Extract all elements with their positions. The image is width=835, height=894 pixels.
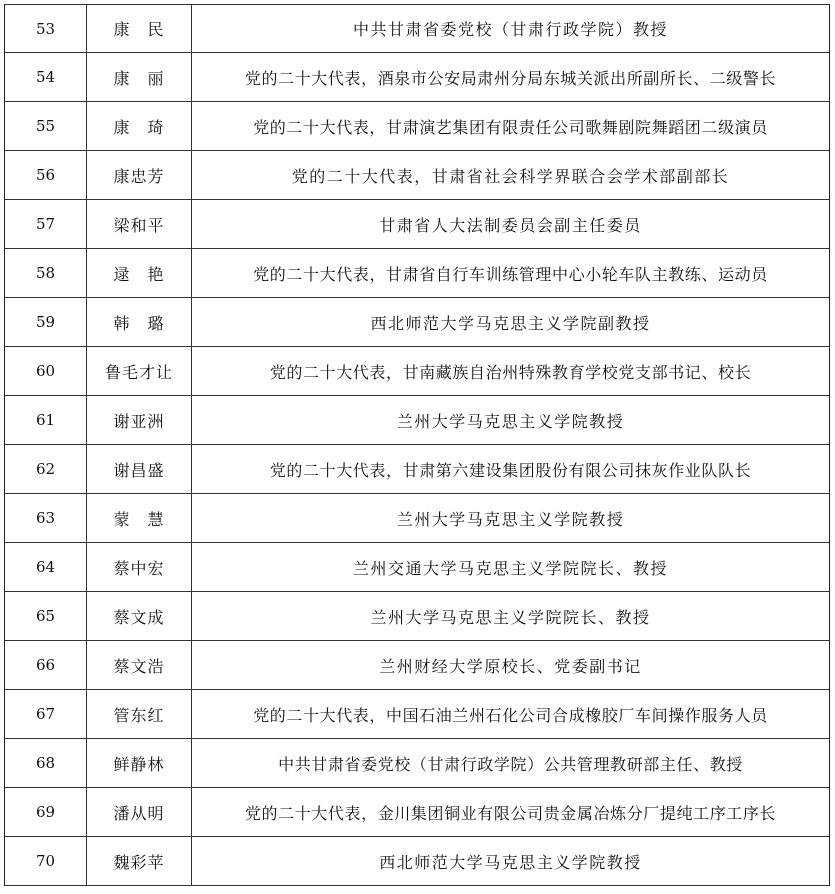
member-position: 兰州财经大学原校长、党委副书记 [379,656,642,676]
table-row [5,739,829,788]
row-number: 54 [5,53,87,101]
member-name: 蔡中宏 [87,543,192,591]
member-name: 韩 璐 [87,298,192,346]
member-position: 党的二十大代表，甘南藏族自治州特殊教育学校党支部书记、校长 [269,362,752,382]
member-position: 兰州大学马克思主义学院教授 [396,509,625,529]
table-row [5,543,829,592]
member-name: 康忠芳 [87,151,192,199]
table-row [5,837,829,886]
row-number: 55 [5,102,87,150]
row-number: 64 [5,543,87,591]
row-number: 66 [5,641,87,689]
row-number: 69 [5,788,87,836]
row-number: 60 [5,347,87,395]
member-name: 康 民 [87,5,192,52]
member-name: 谢昌盛 [87,445,192,493]
member-name: 康 琦 [87,102,192,150]
row-number: 59 [5,298,87,346]
member-table [4,4,830,886]
member-position: 西北师范大学马克思主义学院副教授 [370,313,651,333]
row-number: 62 [5,445,87,493]
table-row [5,102,829,151]
row-number: 67 [5,690,87,738]
member-name: 潘从明 [87,788,192,836]
table-row [5,396,829,445]
member-position: 甘肃省人大法制委员会副主任委员 [379,215,642,235]
table-row [5,641,829,690]
member-position: 党的二十大代表，甘肃第六建设集团股份有限公司抹灰作业队队长 [269,460,752,480]
table-row [5,53,829,102]
table-row [5,347,829,396]
member-name: 康 丽 [87,53,192,101]
member-position: 党的二十大代表，酒泉市公安局肃州分局东城关派出所副所长、二级警长 [244,68,777,88]
row-number: 53 [5,5,87,52]
member-name: 蔡文成 [87,592,192,640]
table-row [5,445,829,494]
member-name: 蔡文浩 [87,641,192,689]
member-position: 西北师范大学马克思主义学院教授 [379,852,642,872]
table-row [5,690,829,739]
member-name: 蒙 慧 [87,494,192,542]
table-row [5,494,829,543]
table-row [5,592,829,641]
member-position: 党的二十大代表，甘肃演艺集团有限责任公司歌舞剧院舞蹈团二级演员 [253,117,768,137]
row-number: 68 [5,739,87,787]
member-position: 兰州交通大学马克思主义学院院长、教授 [352,558,668,578]
member-position: 兰州大学马克思主义学院教授 [396,411,625,431]
row-number: 61 [5,396,87,444]
member-position: 中共甘肃省委党校（甘肃行政学院）公共管理教研部主任、教授 [278,754,743,774]
row-number: 70 [5,837,87,885]
member-position: 党的二十大代表，甘肃省社会科学界联合会学术部副部长 [291,166,730,186]
row-number: 56 [5,151,87,199]
table-row [5,788,829,837]
table-row [5,249,829,298]
row-number: 58 [5,249,87,297]
member-position: 党的二十大代表，金川集团铜业有限公司贵金属冶炼分厂提纯工序工序长 [244,803,777,823]
table-row [5,151,829,200]
member-name: 鲁毛才让 [87,347,192,395]
member-position: 党的二十大代表，中国石油兰州石化公司合成橡胶厂车间操作服务人员 [253,705,768,725]
member-name: 魏彩苹 [87,837,192,885]
member-name: 梁和平 [87,200,192,248]
row-number: 63 [5,494,87,542]
row-number: 57 [5,200,87,248]
member-name: 谢亚洲 [87,396,192,444]
member-position: 党的二十大代表，甘肃省自行车训练管理中心小轮车队主教练、运动员 [253,264,768,284]
member-name: 逯 艳 [87,249,192,297]
table-row [5,200,829,249]
row-number: 65 [5,592,87,640]
member-position: 中共甘肃省委党校（甘肃行政学院）教授 [352,20,668,39]
member-name: 管东红 [87,690,192,738]
table-row [5,298,829,347]
member-name: 鲜静林 [87,739,192,787]
table-row [5,4,829,53]
member-position: 兰州大学马克思主义学院院长、教授 [370,607,651,627]
